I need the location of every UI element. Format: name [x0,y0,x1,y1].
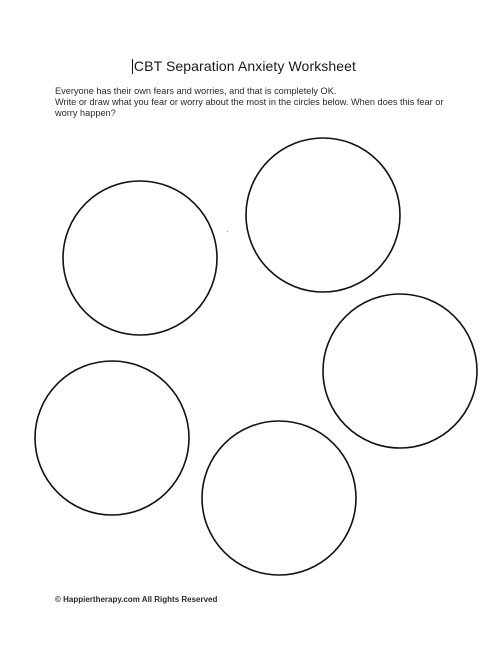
intro-line-1: Everyone has their own fears and worries, and that is completely OK. [55,86,337,96]
copyright-footer: © Happiertherapy.com All Rights Reserved [55,595,218,604]
stray-mark [227,231,228,232]
title-text: CBT Separation Anxiety Worksheet [133,58,357,74]
answer-circle-5[interactable] [202,421,356,575]
answer-circle-3[interactable] [323,294,477,448]
answer-circle-1[interactable] [63,181,217,335]
intro-line-2: Write or draw what you fear or worry about the most in the circles below. When does this fear or worry happen? [55,97,444,118]
answer-circle-4[interactable] [35,361,189,515]
answer-circle-2[interactable] [246,138,400,292]
